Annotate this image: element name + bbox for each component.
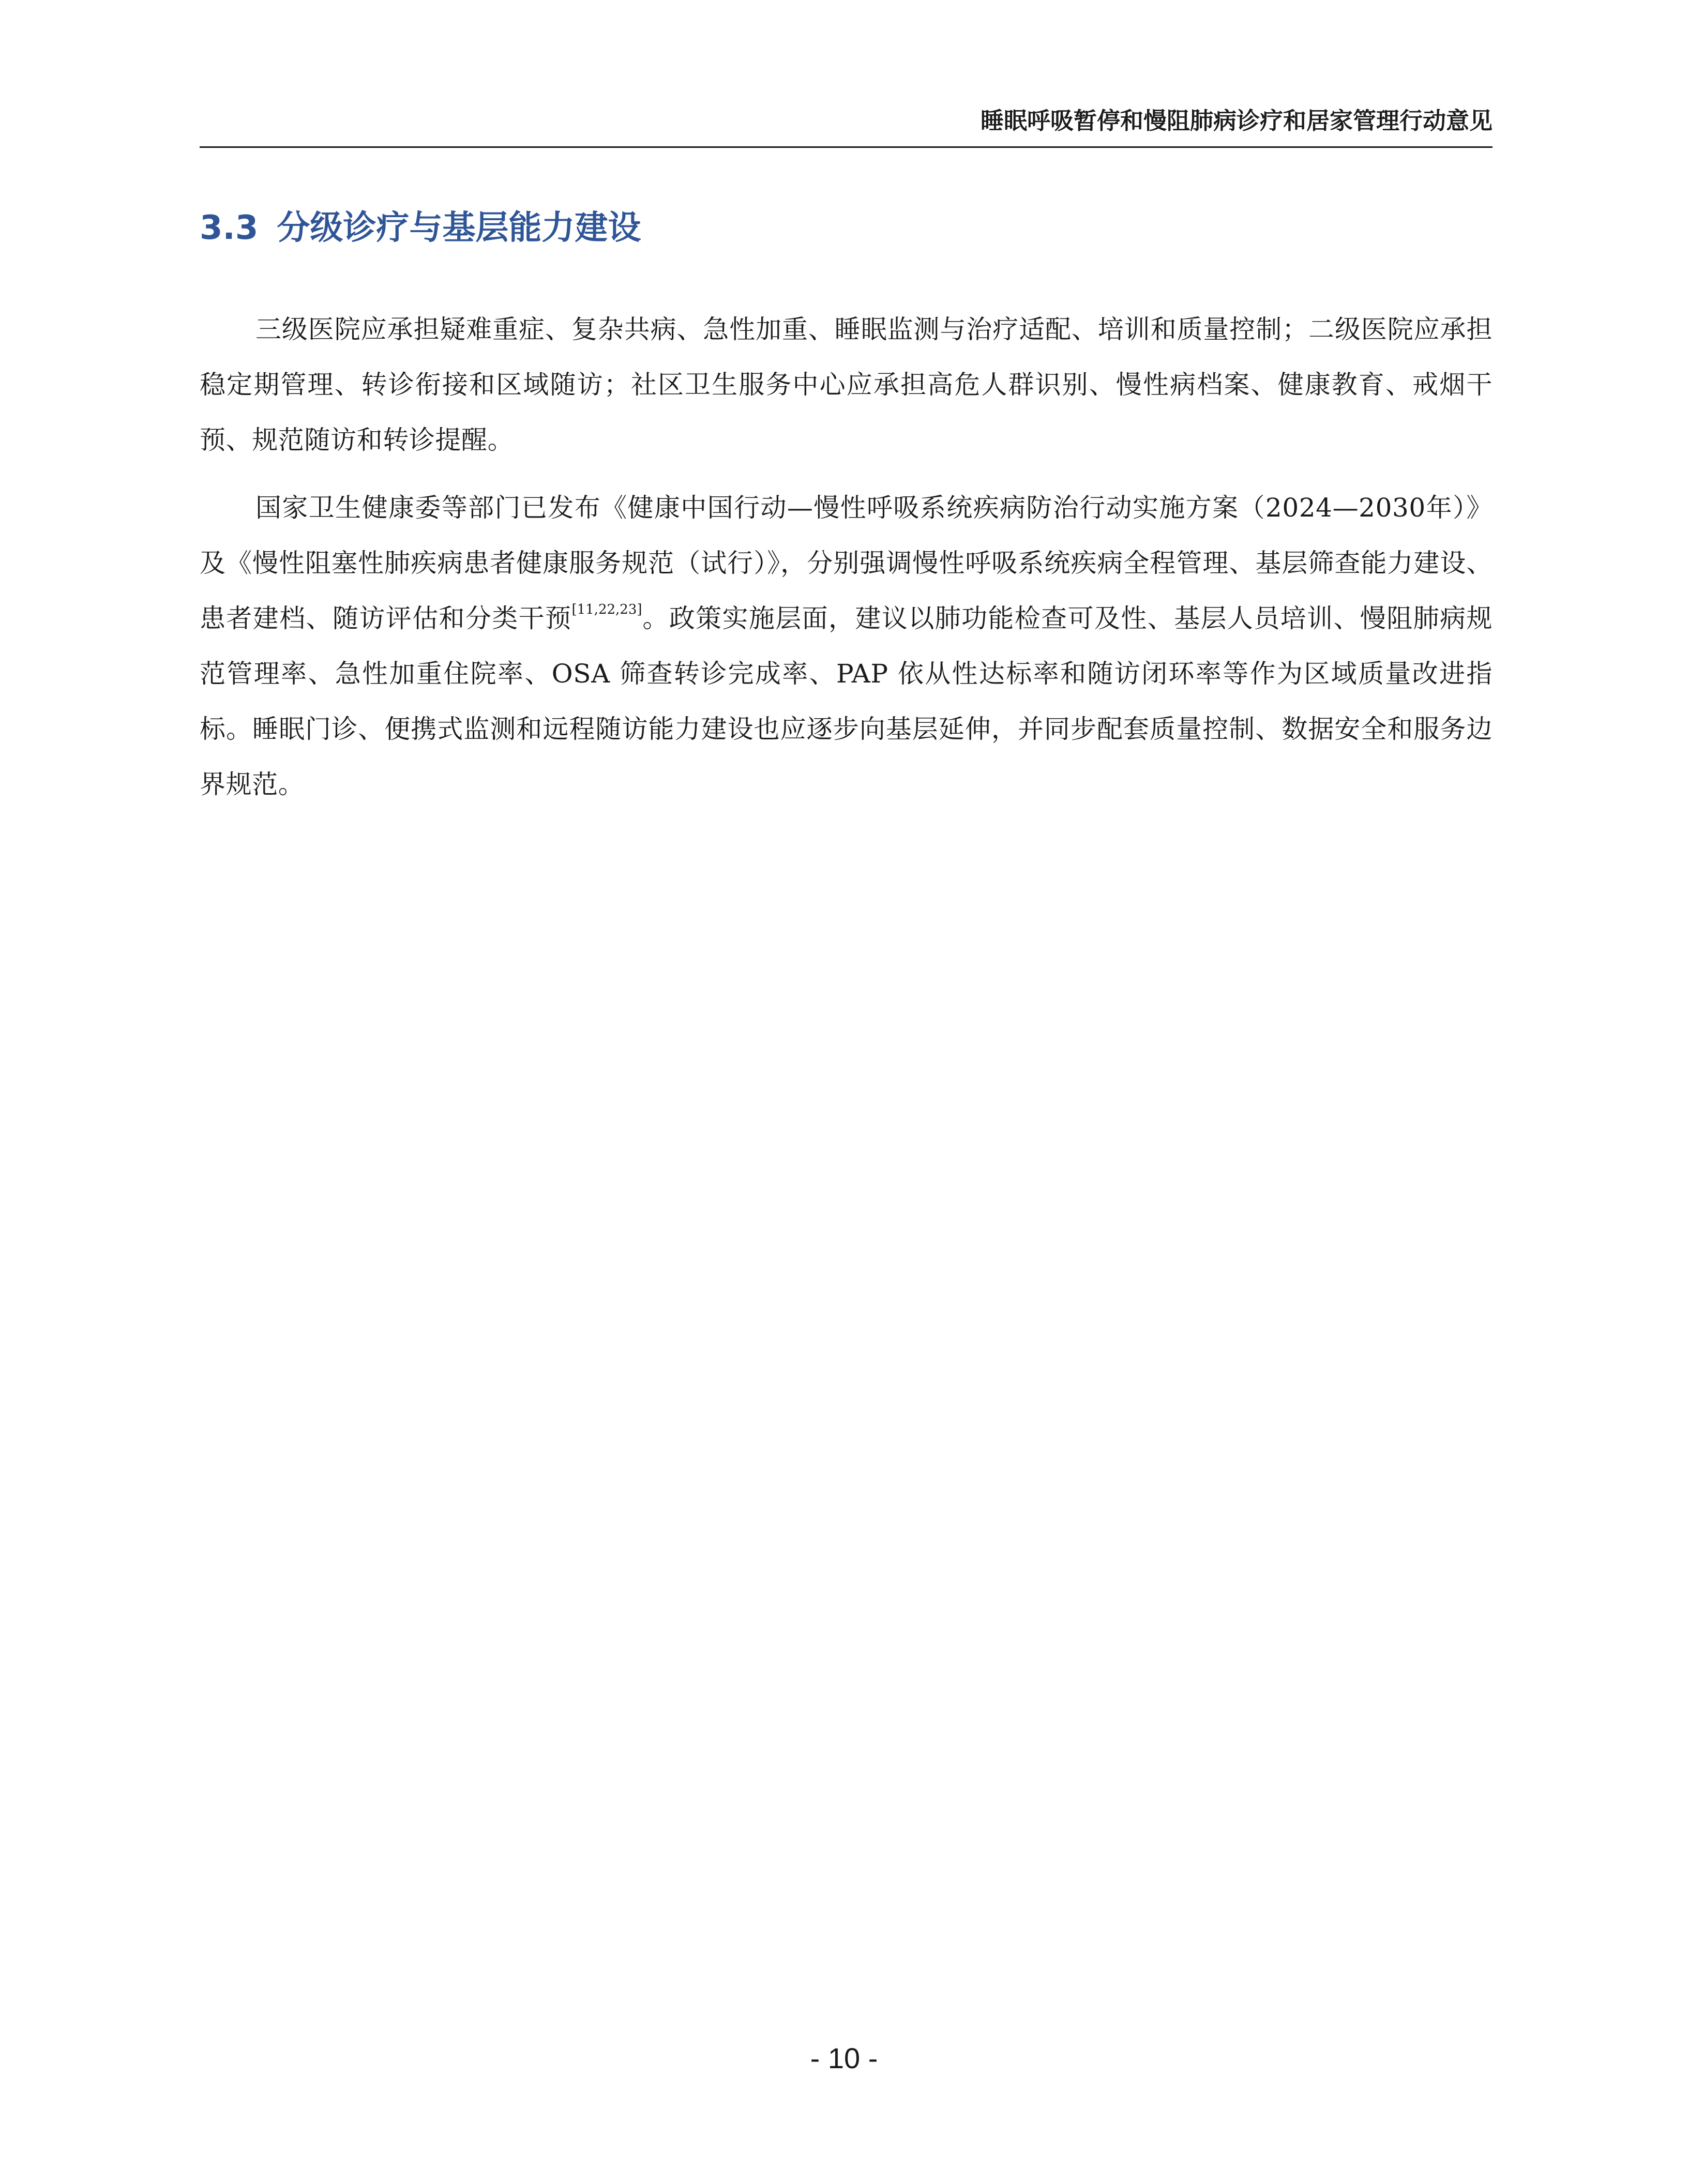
paragraph-2 bbox=[200, 480, 1493, 812]
citation-reference[interactable]: [11,22,23] bbox=[571, 602, 642, 617]
paragraph-1: 三级医院应承担疑难重症、复杂共病、急性加重、睡眠监测与治疗适配、培训和质量控制；二级医院应承担稳定期管理、转诊衔接和区域随访；社区卫生服务中心应承担高危人群识别、慢性病档案、健康教育、戒烟干预、规范随访和转诊提醒。 bbox=[200, 314, 1493, 455]
page-number: - 10 - bbox=[810, 2042, 878, 2074]
body-text bbox=[200, 302, 1493, 825]
section-heading bbox=[200, 205, 1493, 251]
section-number: 3.3 bbox=[200, 209, 259, 247]
section-title: 分级诊疗与基层能力建设 bbox=[277, 209, 641, 247]
running-header bbox=[200, 103, 1493, 148]
paragraph-2-text-start: 国家卫生健康委等部门已发布《健康中国行动—慢性呼吸系统疾病防治行动实施方案（2024—2030年）》及《慢性阻塞性肺疾病患者健康服务规范（试行）》，分别强调慢性呼吸系统疾病全程管理、基层筛查能力建设、患者建档、随访评估和分类干预 bbox=[200, 493, 1493, 633]
running-header-title: 睡眠呼吸暂停和慢阻肺病诊疗和居家管理行动意见 bbox=[980, 107, 1493, 134]
paragraph-2-text-end: 。政策实施层面，建议以肺功能检查可及性、基层人员培训、慢阻肺病规范管理率、急性加重住院率、OSA 筛查转诊完成率、PAP 依从性达标率和随访闭环率等作为区域质量改进指标。睡眠门诊、便携式监测和远程随访能力建设也应逐步向基层延伸，并同步配套质量控制、数据安全和服务边界规范。 bbox=[200, 603, 1493, 799]
